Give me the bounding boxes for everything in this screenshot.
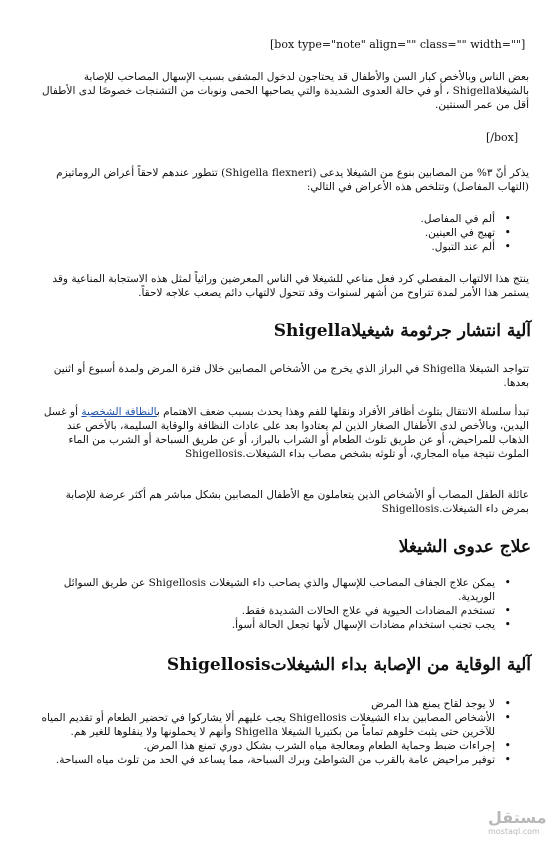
spread-heading: آلية انتشار جرثومة شيغيلاShigella bbox=[273, 321, 531, 341]
list-item: • ألم عند التبول. bbox=[300, 240, 495, 254]
spread-paragraph-2-text-start: تبدأ سلسلة الانتقال بتلوث أظافر الأفراد ونقلها للفم وهذا يحدث بسبب ضعف الاهتمام ب bbox=[156, 406, 529, 418]
list-item: • توفير مراحيض عامة بالقرب من الشواطئ وبرك السباحة، مما يساعد في الحد من تلوث مياه السباحة. bbox=[38, 753, 495, 767]
list-item: • تهيج في العينين. bbox=[300, 226, 495, 240]
list-item: • لا يوجد لقاح يمنع هذا المرض bbox=[38, 697, 495, 711]
shortcode-box-close: [/box] bbox=[486, 131, 519, 144]
shortcode-box-open: [box type="note" align="" class="" width=""] bbox=[270, 38, 526, 51]
prevention-heading: آلية الوقاية من الإصابة بداء الشيغلاتShigellosis bbox=[166, 655, 531, 675]
list-item: • ألم في المفاصل. bbox=[300, 212, 495, 226]
note-paragraph: بعض الناس وبالأخص كبار السن والأطفال قد يحتاجون لدخول المشفى بسبب الإسهال المصاحب للإصابة بالشيغلاShigella ، أو في حالة العدوى الشديدة والتي يصاحبها الحمى ونوبات من التشنجات خصوصًا لدى الأطفال أقل من عمر السنتين. bbox=[41, 71, 529, 111]
list-item: • يمكن علاج الجفاف المصاحب للإسهال والذي يصاحب داء الشيغلات Shigellosis عن طريق السوائل الوريدية. bbox=[38, 576, 495, 604]
treatment-heading: علاج عدوى الشيغلا bbox=[398, 537, 531, 557]
personal-hygiene-link[interactable]: النظافة الشخصية bbox=[81, 406, 157, 418]
spread-paragraph-3: عائلة الطفل المصاب أو الأشخاص الذين يتعاملون مع الأطفال المصابين بشكل مباشر هم أكثر عرضة للإصابة بمرض داء الشيغلات.Shigellosis bbox=[65, 489, 529, 515]
watermark-arabic: مستقل bbox=[488, 808, 547, 827]
spread-paragraph-2-text-end: أو غسل اليدين، وبالأخص لدى الأطفال الصغار الذين لم يعتادوا بعد على عادات النظافة والوقاية السليمة، بالأخص عند الذهاب للمراحيض، أو عن طريق تلوث الطعام أو الشراب بالبراز، أو عن طريق السباحة أو الشرب من الماء الملوث نتيجة مياه المجاري، أو تلوثه بشخص مصاب بداء الشيغلات.Shigellosis bbox=[43, 406, 529, 460]
watermark-latin: mostaql.com bbox=[488, 827, 540, 836]
mostaql-watermark-logo bbox=[488, 808, 547, 837]
list-item: • يجب تجنب استخدام مضادات الإسهال لأنها تجعل الحالة أسوأ. bbox=[38, 618, 495, 632]
list-item: • الأشخاص المصابين بداء الشيغلات Shigellosis يجب عليهم ألا يشاركوا في تحضير الطعام أو تقديم المياه للآخرين حتى يثبت خلوهم تماماً من بكتيريا الشيغلا Shigella وأنهم لا يحملونها ولا ينقلوها للغير هم. bbox=[38, 711, 495, 739]
reiter-outro-paragraph: ينتج هذا الالتهاب المفصلي كرد فعل مناعي للشيغلا في الناس المعرضين وراثياً لمثل هذه الاستجابة المناعية وقد يستمر هذا الأمر لمدة تتراوح من أشهر لسنوات وقد تتحول لالتهاب دائم يصعب علاجه لاحقاً. bbox=[52, 273, 529, 299]
prevention-list bbox=[38, 697, 529, 767]
spread-paragraph-2 bbox=[38, 405, 529, 461]
list-item: • إجراءات ضبط وحماية الطعام ومعالجة مياه الشرب بشكل دوري تمنع هذا المرض. bbox=[38, 739, 495, 753]
spread-paragraph-1: تتواجد الشيغلا Shigella في البراز الذي يخرج من الأشخاص المصابين خلال فترة المرض ولمدة أسبوع أو اثنين بعدها. bbox=[53, 363, 529, 389]
list-item: • تستخدم المضادات الحيوية في علاج الحالات الشديدة فقط. bbox=[38, 604, 495, 618]
reiter-intro-paragraph: يذكر أنّ ٣% من المصابين بنوع من الشيغلا يدعى (Shigella flexneri) تتطور عندهم لاحقاً أعراض الروماتيزم (التهاب المفاصل) وتتلخص هذه الأعراض في التالي: bbox=[56, 167, 529, 193]
treatment-list bbox=[38, 576, 529, 632]
reiter-symptoms-list bbox=[300, 212, 529, 254]
